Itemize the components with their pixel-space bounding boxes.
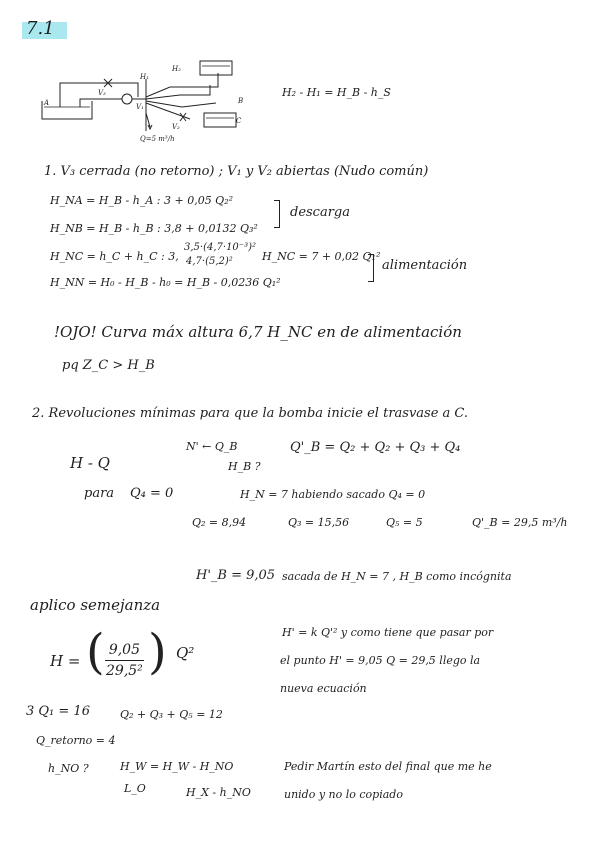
qb-value: Q'_B = 29,5 m³/h [472,516,568,529]
eq-hnc-mid: 3,5·(4,7·10⁻³)² [184,242,256,253]
h-eq-lhs: H = [50,652,81,670]
final-note-2: unido y no lo copiado [284,788,403,801]
n-line2: H_B ? [228,460,261,473]
section3-sum: Q₂ + Q₃ + Q₅ = 12 [120,708,223,721]
paren-left: ( [86,624,105,680]
semejanza-label: aplico semejanza [30,596,161,614]
lo-label: L_O [124,782,146,795]
h-q-label: H - Q [70,454,110,472]
q5-value: Q₅ = 5 [386,516,423,529]
bracket-descarga [274,200,280,228]
paren-right: ) [148,624,167,680]
section3-q1: 3 Q₁ = 16 [26,704,90,719]
label-h2: H₂ [172,65,181,73]
label-b: B [238,97,244,105]
section1-title: 1. V₃ cerrada (no retorno) ; V₁ y V₂ abiertas (Nudo común) [44,164,429,179]
note-ojo: !OJO! Curva máx altura 6,7 H_NC en de alimentación [54,323,462,341]
hx-eq: H_X - h_NO [186,786,251,799]
eq-hnb: H_NB = H_B - h_B : 3,8 + 0,0132 Q₃² [50,222,258,235]
n-line: N' ← Q_B [186,440,238,453]
label-c: C [236,117,242,125]
hb-rest: sacada de H_N = 7 , H_B como incógnita [282,570,512,583]
pump-system-diagram [40,57,262,145]
label-h1: H₁ [140,73,149,81]
qb-equation: Q'_B = Q₂ + Q₂ + Q₃ + Q₄ [290,440,461,455]
text-punto: el punto H' = 9,05 Q = 29,5 llego la [280,654,481,667]
label-alimentacion: alimentación [382,258,468,273]
hn-line: H_N = 7 habiendo sacado Q₄ = 0 [240,488,426,501]
label-a: A [44,99,50,107]
para-label: para [84,486,115,501]
eq-hnc-rhs: H_NC = 7 + 0,02 Q₁² [262,250,381,263]
section2-title: 2. Revoluciones mínimas para que la bomba inicie el trasvase a C. [32,406,469,421]
eq-hnc: H_NC = h_C + h_C : 3, [50,250,179,263]
bracket-alimentacion [368,254,374,282]
eq-hna: H_NA = H_B - h_A : 3 + 0,05 Q₂² [50,194,234,207]
q-retorno: Q_retorno = 4 [36,734,116,747]
q2-value: Q₂ = 8,94 [192,516,247,529]
label-descarga: descarga [290,205,351,220]
label-flow: Q=5 m³/h [140,135,175,143]
eq-hnc-mid2: 4,7·(5,2)² [186,256,233,267]
label-v2: V₂ [172,123,180,131]
text-kq: H' = k Q'² y como tiene que pasar por [282,626,494,639]
hno-question: h_NO ? [48,762,89,775]
exercise-number: 7.1 [26,18,55,39]
note-zc: pq Z_C > H_B [62,358,155,373]
eq-hnn: H_NN = H₀ - H_B - h₀ = H_B - 0,0236 Q₁² [50,276,281,289]
text-nueva: nueva ecuación [280,682,367,695]
hw-eq: H_W = H_W - H_NO [120,760,234,773]
q4-zero: Q₄ = 0 [130,486,174,501]
q3-value: Q₃ = 15,56 [288,516,350,529]
hb-value: H'_B = 9,05 [196,568,276,583]
label-v3: V₃ [98,89,106,97]
label-v1: V₁ [136,103,144,111]
semejanza-fraction [102,642,147,679]
q-squared: Q² [176,644,195,662]
fraction-denominator: 29,5² [106,663,143,679]
fraction-numerator: 9,05 [105,642,144,661]
final-note-1: Pedir Martín esto del final que me he [284,760,492,773]
intro-equation: H₂ - H₁ = H_B - h_S [282,86,391,99]
